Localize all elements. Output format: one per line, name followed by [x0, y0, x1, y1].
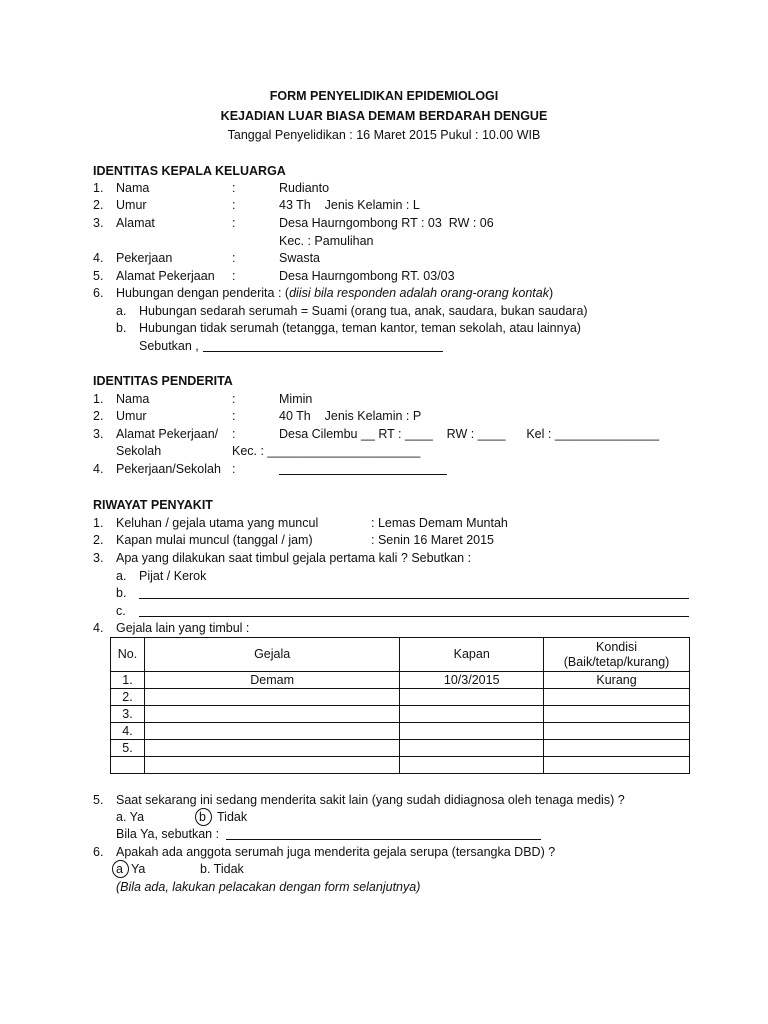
cell[interactable] — [400, 689, 544, 706]
option-ya[interactable]: Ya — [131, 862, 146, 876]
table-row — [111, 723, 690, 740]
sebutkan-label: Sebutkan , — [139, 339, 199, 353]
letter: b. — [116, 321, 127, 335]
colon: : — [232, 216, 236, 230]
hubungan-line — [116, 285, 553, 301]
letter: a. — [116, 304, 127, 318]
cell[interactable] — [544, 706, 690, 723]
value-kec[interactable]: Kec. : ______________________ — [232, 444, 421, 458]
note: (Bila ada, lakukan pelacakan dengan form selanjutnya) — [116, 880, 421, 894]
label: Alamat — [116, 216, 155, 230]
colon: : — [232, 251, 236, 265]
colon: : — [232, 198, 236, 212]
cell[interactable] — [400, 757, 544, 774]
value-umur: 40 Th Jenis Kelamin : P — [279, 409, 422, 423]
option-ya[interactable]: a. Ya — [116, 810, 145, 824]
header-cell: Gejala — [144, 638, 399, 672]
cell[interactable]: Kurang — [544, 672, 690, 689]
label: Umur — [116, 409, 147, 423]
num: 1. — [93, 516, 104, 530]
blank-line[interactable] — [139, 616, 689, 617]
question-6: Apakah ada anggota serumah juga menderita gejala serupa (tersangka DBD) ? — [116, 845, 556, 859]
cell: 2. — [111, 689, 145, 706]
num: 4. — [93, 621, 104, 635]
colon: : — [232, 181, 236, 195]
blank-line[interactable] — [279, 474, 447, 475]
num: 4. — [93, 251, 104, 265]
option-letter[interactable]: a — [116, 862, 123, 876]
letter: b. — [116, 586, 127, 600]
cell[interactable]: 10/3/2015 — [400, 672, 544, 689]
option-tidak[interactable]: b. Tidak — [200, 862, 244, 876]
cell[interactable] — [144, 740, 399, 757]
cell[interactable] — [544, 740, 690, 757]
cell[interactable] — [400, 706, 544, 723]
cell[interactable] — [144, 706, 399, 723]
colon: : — [232, 269, 236, 283]
blank-line[interactable] — [226, 839, 541, 840]
option-letter[interactable]: b — [199, 810, 206, 824]
value-keluhan: : Lemas Demam Muntah — [371, 516, 508, 530]
label: Umur — [116, 198, 147, 212]
header-cell: No. — [111, 638, 145, 672]
option-tidak[interactable]: Tidak — [217, 810, 248, 824]
cell: 3. — [111, 706, 145, 723]
letter: c. — [116, 604, 126, 618]
colon: : — [232, 409, 236, 423]
note: diisi bila responden adalah orang-orang kontak — [289, 286, 549, 300]
table-header-row — [111, 638, 690, 672]
colon: : — [232, 427, 236, 441]
num: 5. — [93, 793, 104, 807]
cell[interactable] — [544, 723, 690, 740]
num: 2. — [93, 198, 104, 212]
value-desa[interactable]: Desa Cilembu __ RT : ____ RW : ____ Kel : _______________ — [279, 427, 660, 441]
date-line: Tanggal Penyelidikan : 16 Maret 2015 Pukul : 10.00 WIB — [227, 128, 541, 142]
num: 6. — [93, 845, 104, 859]
label: Pekerjaan — [116, 251, 173, 265]
option-a: Hubungan sedarah serumah = Suami (orang tua, anak, saudara, bukan saudara) — [139, 304, 588, 318]
label: Nama — [116, 392, 150, 406]
table-row — [111, 757, 690, 774]
table-row — [111, 689, 690, 706]
label: Pekerjaan/Sekolah — [116, 462, 221, 476]
num: 3. — [93, 216, 104, 230]
value-nama: Rudianto — [279, 181, 330, 195]
label: Alamat Pekerjaan — [116, 269, 215, 283]
num: 4. — [93, 462, 104, 476]
header-cell — [544, 638, 690, 672]
num: 3. — [93, 551, 104, 565]
cell[interactable] — [544, 689, 690, 706]
num: 3. — [93, 427, 104, 441]
header-kondisi-sub: (Baik/tetap/kurang) — [563, 654, 670, 669]
cell[interactable] — [144, 689, 399, 706]
section-heading-kepala: IDENTITAS KEPALA KELUARGA — [93, 164, 286, 178]
value-nama: Mimin — [279, 392, 313, 406]
cell[interactable] — [144, 757, 399, 774]
value-kec: Kec. : Pamulihan — [279, 234, 374, 248]
value-kapan: : Senin 16 Maret 2015 — [371, 533, 494, 547]
question-3: Apa yang dilakukan saat timbul gejala pertama kali ? Sebutkan : — [116, 551, 472, 565]
form-subtitle: KEJADIAN LUAR BIASA DEMAM BERDARAH DENGUE — [220, 109, 548, 123]
blank-line[interactable] — [203, 351, 443, 352]
cell[interactable] — [544, 757, 690, 774]
value-umur: 43 Th Jenis Kelamin : L — [279, 198, 420, 212]
label: Nama — [116, 181, 150, 195]
num: 2. — [93, 409, 104, 423]
answer-3a: Pijat / Kerok — [139, 569, 207, 583]
question-5: Saat sekarang ini sedang menderita sakit lain (yang sudah didiagnosa oleh tenaga medis) ? — [116, 793, 625, 807]
num: 5. — [93, 269, 104, 283]
value-alamat-pekerjaan: Desa Haurngombong RT. 03/03 — [279, 269, 455, 283]
table-row — [111, 672, 690, 689]
cell[interactable] — [400, 740, 544, 757]
cell: 4. — [111, 723, 145, 740]
num: 6. — [93, 286, 104, 300]
cell: 5. — [111, 740, 145, 757]
section-heading-riwayat: RIWAYAT PENYAKIT — [93, 498, 213, 512]
colon: : — [232, 392, 236, 406]
gejala-table — [110, 637, 690, 774]
table-row — [111, 740, 690, 757]
cell[interactable] — [144, 723, 399, 740]
bila-ya-label: Bila Ya, sebutkan : — [116, 827, 223, 841]
label: Hubungan dengan penderita : ( — [116, 286, 290, 300]
blank-line[interactable] — [139, 598, 689, 599]
header-cell: Kapan — [400, 638, 544, 672]
letter: a. — [116, 569, 127, 583]
label: Alamat Pekerjaan/ — [116, 427, 219, 441]
label: ) — [548, 286, 554, 300]
num: 2. — [93, 533, 104, 547]
question-4: Gejala lain yang timbul : — [116, 621, 250, 635]
num: 1. — [93, 392, 104, 406]
option-b: Hubungan tidak serumah (tetangga, teman kantor, teman sekolah, atau lainnya) — [139, 321, 581, 335]
cell — [111, 757, 145, 774]
value-pekerjaan: Swasta — [279, 251, 320, 265]
table-row — [111, 706, 690, 723]
label: Keluhan / gejala utama yang muncul — [116, 516, 319, 530]
value-alamat: Desa Haurngombong RT : 03 RW : 06 — [279, 216, 494, 230]
cell: 1. — [111, 672, 145, 689]
section-heading-penderita: IDENTITAS PENDERITA — [93, 374, 233, 388]
header-kondisi: Kondisi — [596, 639, 638, 654]
label: Kapan mulai muncul (tanggal / jam) — [116, 533, 313, 547]
num: 1. — [93, 181, 104, 195]
label: Sekolah — [116, 444, 162, 458]
form-title: FORM PENYELIDIKAN EPIDEMIOLOGI — [269, 89, 499, 103]
cell[interactable]: Demam — [144, 672, 399, 689]
cell[interactable] — [400, 723, 544, 740]
colon: : — [232, 462, 236, 476]
